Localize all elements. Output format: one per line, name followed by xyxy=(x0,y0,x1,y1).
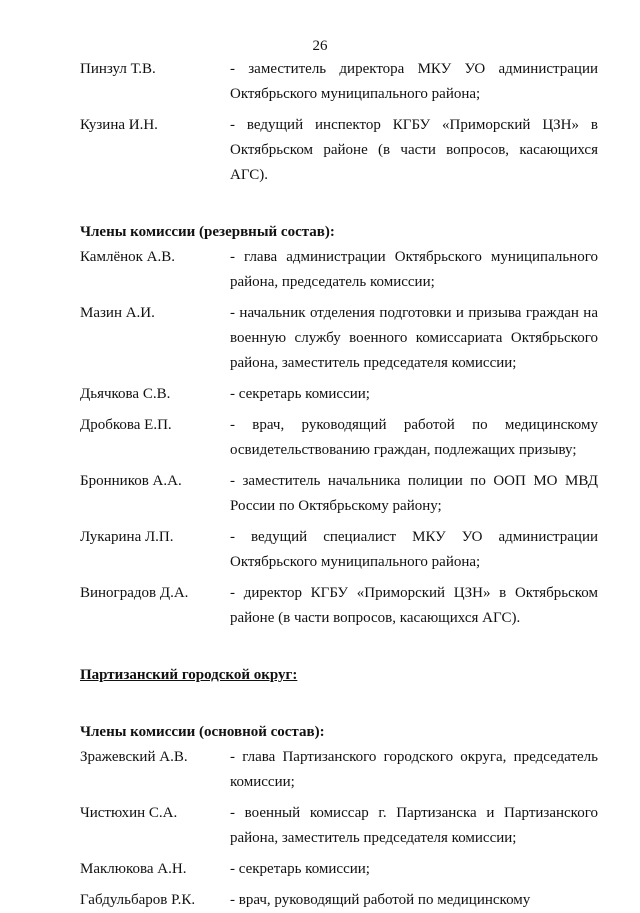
member-entry xyxy=(80,525,598,575)
member-name: Пинзул Т.В. xyxy=(80,61,156,77)
member-name: Камлёнок А.В. xyxy=(80,249,176,265)
member-name: Зражевский А.В. xyxy=(80,749,188,765)
member-role: - врач, руководящий работой по медицинскому освидетельствованию граждан, подлежащих призыву; xyxy=(230,417,598,458)
member-role: - глава администрации Октябрьского муниципального района, председатель комиссии; xyxy=(230,249,598,290)
member-entry xyxy=(80,113,598,188)
member-name: Дробкова Е.П. xyxy=(80,417,172,433)
member-entry xyxy=(80,382,598,407)
member-name: Бронников А.А. xyxy=(80,473,182,489)
member-role: - директор КГБУ «Приморский ЦЗН» в Октябрьском районе (в части вопросов, касающихся АГС). xyxy=(230,585,598,626)
member-name: Габдульбаров Р.К. xyxy=(80,892,196,908)
member-role: - ведущий инспектор КГБУ «Приморский ЦЗН» в Октябрьском районе (в части вопросов, касающихся АГС). xyxy=(230,117,598,183)
member-role: - начальник отделения подготовки и призыва граждан на военную службу военного комиссариата Октябрьского района, заместитель председателя комиссии; xyxy=(230,305,598,371)
member-role: - глава Партизанского городского округа, председатель комиссии; xyxy=(230,749,598,790)
member-name: Дьячкова С.В. xyxy=(80,386,171,402)
member-name: Мазин А.И. xyxy=(80,305,155,321)
member-name: Лукарина Л.П. xyxy=(80,529,174,545)
member-entry xyxy=(80,888,598,913)
member-entry xyxy=(80,301,598,376)
member-entry xyxy=(80,857,598,882)
member-entry xyxy=(80,413,598,463)
member-entry xyxy=(80,801,598,851)
member-name: Кузина И.Н. xyxy=(80,117,158,133)
document-body xyxy=(80,57,598,913)
member-name: Чистюхин С.А. xyxy=(80,805,178,821)
member-role: - ведущий специалист МКУ УО администрации Октябрьского муниципального района; xyxy=(230,529,598,570)
member-role: - врач, руководящий работой по медицинскому xyxy=(230,892,531,908)
member-entry xyxy=(80,581,598,631)
section-heading-district: Партизанский городской округ: xyxy=(80,667,298,683)
member-name: Маклюкова А.Н. xyxy=(80,861,187,877)
member-entry xyxy=(80,745,598,795)
member-role: - заместитель начальника полиции по ООП МО МВД России по Октябрьскому району; xyxy=(230,473,598,514)
page-number: 26 xyxy=(312,38,328,54)
member-role: - заместитель директора МКУ УО администрации Октябрьского муниципального района; xyxy=(230,61,598,102)
section-heading-reserve: Члены комиссии (резервный состав): xyxy=(80,224,335,240)
member-role: - секретарь комиссии; xyxy=(230,386,370,402)
member-role: - секретарь комиссии; xyxy=(230,861,370,877)
member-name: Виноградов Д.А. xyxy=(80,585,189,601)
member-entry xyxy=(80,245,598,295)
member-role: - военный комиссар г. Партизанска и Партизанского района, заместитель председателя комиссии; xyxy=(230,805,598,846)
member-entry xyxy=(80,469,598,519)
member-entry xyxy=(80,57,598,107)
section-heading-main: Члены комиссии (основной состав): xyxy=(80,724,325,740)
